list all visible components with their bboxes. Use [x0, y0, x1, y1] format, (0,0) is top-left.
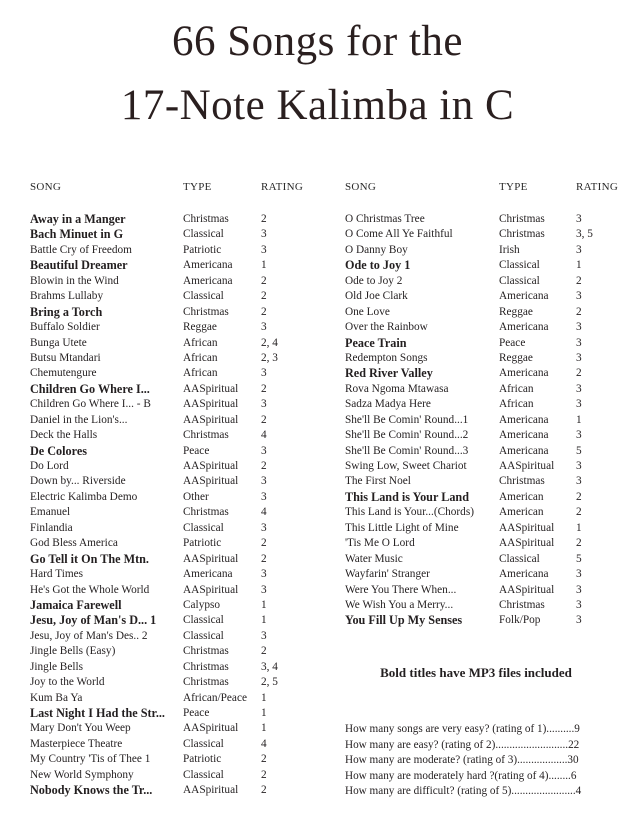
song-type: African [499, 398, 534, 411]
song-rating: 2 [261, 784, 267, 797]
song-type: Peace [183, 707, 210, 719]
song-rating: 2 [576, 490, 582, 503]
song-rating: 3 [576, 382, 582, 395]
song-rating: 2 [261, 274, 267, 287]
song-title: He's Got the Whole World [30, 583, 150, 596]
song-rating: 3 [576, 398, 582, 411]
song-rating: 1 [576, 413, 582, 426]
song-type: AASpiritual [499, 521, 555, 534]
song-type: Classical [183, 768, 224, 781]
song-type: AASpiritual [183, 722, 239, 735]
song-rating: 2, 3 [261, 351, 278, 364]
song-rating: 1 [261, 722, 267, 735]
song-type: Peace [183, 444, 210, 457]
song-title: Emanuel [30, 506, 71, 519]
song-type: Reggae [499, 351, 533, 364]
song-title: Bring a Torch [30, 304, 103, 319]
song-type: Classical [499, 259, 540, 272]
song-rating: 3 [576, 583, 582, 596]
song-title: Electric Kalimba Demo [30, 490, 138, 503]
song-title: New World Symphony [30, 768, 134, 781]
song-title: O Christmas Tree [345, 213, 425, 225]
song-rating: 2 [261, 753, 267, 766]
song-title: Old Joe Clark [345, 290, 408, 303]
song-title: Peace Train [345, 335, 407, 350]
song-title: Blowin in the Wind [30, 274, 119, 287]
song-title: Brahms Lullaby [30, 290, 104, 303]
type-column-header: TYPE [183, 181, 212, 193]
song-title: Swing Low, Sweet Chariot [345, 460, 467, 472]
song-title: Over the Rainbow [345, 321, 428, 334]
song-title: O Danny Boy [345, 243, 408, 256]
song-title: Redempton Songs [345, 351, 428, 364]
song-type: Christmas [183, 213, 229, 225]
song-title: Last Night I Had the Str... [30, 706, 165, 720]
song-rating: 2 [576, 537, 582, 550]
song-rating: 3 [261, 398, 267, 411]
song-title: Joy to the World [30, 676, 105, 689]
song-type: Classical [499, 274, 540, 287]
song-type: AASpiritual [183, 460, 239, 472]
song-title: The First Noel [345, 475, 411, 488]
song-rating: 3 [261, 475, 267, 488]
song-type: AASpiritual [183, 552, 239, 565]
song-title: This Land is Your...(Chords) [345, 506, 474, 519]
song-rating: 3 [576, 460, 582, 472]
song-title: Children Go Where I... [30, 381, 150, 396]
song-type: Americana [499, 444, 549, 457]
song-type: Christmas [183, 506, 229, 519]
song-title: She'll Be Comin' Round...2 [345, 429, 469, 442]
song-type: Patriotic [183, 243, 222, 256]
song-type: African [183, 351, 218, 364]
song-title: Masterpiece Theatre [30, 737, 123, 750]
summary-line-difficult: How many are difficult? (rating of 5).......................4 [345, 785, 582, 797]
song-type: AASpiritual [499, 537, 555, 550]
song-title: Sadza Madya Here [345, 398, 431, 411]
song-rating: 1 [261, 707, 267, 719]
song-type: Americana [183, 274, 233, 287]
song-type: Irish [499, 243, 520, 256]
song-rating: 3 [261, 629, 267, 642]
song-type: Americana [499, 413, 549, 426]
song-type: American [499, 490, 544, 503]
song-rating: 5 [576, 552, 582, 565]
song-title: Down by... Riverside [30, 475, 126, 488]
song-rating: 5 [576, 444, 582, 457]
song-rating: 3 [576, 614, 582, 627]
song-rating: 4 [261, 429, 267, 442]
song-type: Americana [183, 568, 233, 581]
song-title: Do Lord [30, 460, 69, 472]
song-rating: 3 [576, 351, 582, 364]
song-type: Christmas [183, 660, 229, 673]
song-rating: 2 [261, 645, 267, 658]
song-type: Other [183, 490, 209, 503]
song-rating: 1 [261, 691, 267, 704]
song-rating: 3 [261, 568, 267, 581]
song-rating: 3, 5 [576, 228, 593, 241]
song-type: American [499, 506, 544, 519]
summary-line-moderate: How many are moderate? (rating of 3)..................30 [345, 754, 579, 766]
mp3-note: Bold titles have MP3 files included [380, 665, 572, 680]
song-title: God Bless America [30, 537, 118, 550]
song-title: This Little Light of Mine [345, 521, 459, 534]
song-type: Calypso [183, 598, 221, 611]
song-rating: 3 [261, 490, 267, 503]
song-title: Mary Don't You Weep [30, 722, 131, 735]
song-type: Peace [499, 336, 526, 349]
song-type: Christmas [499, 228, 545, 241]
song-rating: 2 [576, 274, 582, 287]
song-type: African [499, 382, 534, 395]
song-rating: 1 [576, 259, 582, 272]
song-rating: 3 [261, 444, 267, 457]
song-type: Reggae [183, 321, 217, 334]
song-title: Deck the Halls [30, 429, 98, 442]
song-rating: 3 [261, 243, 267, 256]
song-rating: 3 [576, 321, 582, 334]
song-rating: 3 [261, 521, 267, 534]
song-type: Patriotic [183, 753, 222, 766]
song-rating: 2 [576, 305, 582, 318]
song-title: Jamaica Farewell [30, 597, 122, 612]
song-type: Classical [183, 228, 224, 241]
song-type: Classical [183, 290, 224, 303]
song-title: Jingle Bells [30, 660, 84, 673]
song-title: De Colores [30, 443, 87, 458]
song-title: Butsu Mtandari [30, 351, 101, 364]
song-rating: 1 [261, 614, 267, 627]
song-title: This Land is Your Land [345, 489, 469, 504]
song-rating: 2 [576, 506, 582, 519]
song-type: AASpiritual [499, 460, 555, 472]
song-rating: 3 [261, 367, 267, 380]
difficulty-summary [345, 722, 607, 800]
song-title: She'll Be Comin' Round...3 [345, 444, 469, 457]
song-title: You Fill Up My Senses [345, 613, 463, 628]
song-rating: 3 [261, 583, 267, 596]
song-rating: 4 [261, 506, 267, 519]
song-type: African/Peace [183, 691, 247, 704]
song-rating: 3 [576, 598, 582, 611]
song-type: Christmas [499, 213, 545, 225]
song-title: Rova Ngoma Mtawasa [345, 382, 449, 395]
song-type: AASpiritual [183, 382, 239, 395]
song-type: Americana [499, 321, 549, 334]
song-title: One Love [345, 305, 390, 318]
song-type: Folk/Pop [499, 614, 541, 627]
type-column-header: TYPE [499, 181, 528, 193]
song-title: Go Tell it On The Mtn. [30, 551, 149, 566]
page-title-line-1: 66 Songs for the [171, 18, 464, 65]
summary-line-moderately-hard: How many are moderately hard ?(rating of 4)........6 [345, 769, 577, 782]
song-title: Hard Times [30, 568, 84, 581]
song-rating: 2, 5 [261, 676, 278, 689]
song-rating: 2 [261, 382, 267, 395]
song-title: Jesu, Joy of Man's D... 1 [30, 613, 157, 628]
song-rating: 3 [576, 243, 582, 256]
song-rating: 2 [261, 413, 267, 426]
song-title: Nobody Knows the Tr... [30, 783, 153, 798]
song-type: Christmas [183, 676, 229, 689]
song-title: Were You There When... [345, 583, 457, 596]
song-rating: 1 [261, 259, 267, 272]
song-rating: 2 [576, 367, 582, 380]
song-type: Christmas [183, 305, 229, 318]
song-type: AASpiritual [183, 475, 239, 488]
page-title-line-2: 17-Note Kalimba in C [120, 82, 515, 129]
song-rating: 2 [261, 460, 267, 472]
song-rating: 4 [261, 737, 267, 750]
song-title: Kum Ba Ya [30, 691, 83, 704]
song-rating: 3 [261, 321, 267, 334]
summary-line-easy: How many are easy? (rating of 2)..........................22 [345, 738, 580, 751]
song-rating: 2 [261, 552, 267, 565]
song-rating: 2 [261, 305, 267, 318]
song-type: Americana [499, 367, 549, 380]
song-rating: 1 [261, 598, 267, 611]
song-type: Americana [183, 259, 233, 272]
song-title: Jesu, Joy of Man's Des.. 2 [30, 629, 148, 642]
song-type: Classical [183, 737, 224, 750]
song-title: My Country 'Tis of Thee 1 [30, 753, 151, 766]
song-title: She'll Be Comin' Round...1 [345, 413, 469, 426]
summary-line-very-easy: How many songs are very easy? (rating of 1)..........9 [345, 723, 580, 735]
song-title: Away in a Manger [30, 212, 126, 226]
song-rating: 2 [261, 213, 267, 225]
song-type: AASpiritual [499, 583, 555, 596]
song-rating: 3 [576, 568, 582, 581]
song-title: Beautiful Dreamer [30, 258, 128, 273]
song-type: Christmas [183, 429, 229, 442]
song-type: African [183, 336, 218, 349]
song-rating: 2 [261, 537, 267, 550]
song-title: Children Go Where I... - B [30, 398, 151, 411]
song-rating: 2 [261, 768, 267, 781]
song-type: Americana [499, 290, 549, 303]
song-title: Water Music [345, 552, 403, 565]
song-type: African [183, 367, 218, 380]
song-title: Buffalo Soldier [30, 321, 100, 334]
song-type: Classical [183, 629, 224, 642]
song-column-header: SONG [345, 181, 377, 193]
song-rating: 2, 4 [261, 336, 278, 349]
song-rating: 2 [261, 290, 267, 303]
song-type: Christmas [183, 645, 229, 658]
song-type: Americana [499, 568, 549, 581]
song-title: Finlandia [30, 521, 73, 534]
song-type: Classical [183, 521, 224, 534]
song-rating: 3 [576, 336, 582, 349]
song-rating: 3 [576, 213, 582, 225]
song-title: Daniel in the Lion's... [30, 413, 128, 426]
song-title: We Wish You a Merry... [345, 598, 454, 611]
song-rating: 3 [576, 475, 582, 488]
song-type: AASpiritual [183, 398, 239, 411]
song-type: AASpiritual [183, 413, 239, 426]
song-title: Chemutengure [30, 367, 97, 380]
song-title: Bunga Utete [30, 336, 87, 349]
song-type: Classical [183, 614, 224, 627]
rating-column-header: RATING [261, 181, 304, 193]
song-rating: 3 [261, 228, 267, 241]
song-title: Wayfarin' Stranger [345, 568, 430, 581]
song-type: AASpiritual [183, 583, 239, 596]
song-type: Reggae [499, 305, 533, 318]
song-title: Jingle Bells (Easy) [30, 645, 116, 658]
song-rating: 3 [576, 429, 582, 442]
song-type: Americana [499, 429, 549, 442]
song-title: O Come All Ye Faithful [345, 228, 453, 241]
song-column-header: SONG [30, 181, 62, 193]
song-rating: 3 [576, 290, 582, 303]
rating-column-header: RATING [576, 181, 619, 193]
song-title: Red River Valley [345, 366, 433, 381]
song-type: Christmas [499, 598, 545, 611]
song-title: Battle Cry of Freedom [30, 243, 132, 256]
song-type: Christmas [499, 475, 545, 488]
song-title: Ode to Joy 2 [345, 274, 403, 287]
song-type: Patriotic [183, 537, 222, 550]
song-rating: 1 [576, 521, 582, 534]
song-rating: 3, 4 [261, 660, 278, 673]
song-type: Classical [499, 552, 540, 565]
song-title: Bach Minuet in G [30, 227, 124, 242]
song-title: Ode to Joy 1 [345, 258, 411, 273]
song-type: AASpiritual [183, 784, 239, 797]
song-title: 'Tis Me O Lord [345, 537, 415, 550]
